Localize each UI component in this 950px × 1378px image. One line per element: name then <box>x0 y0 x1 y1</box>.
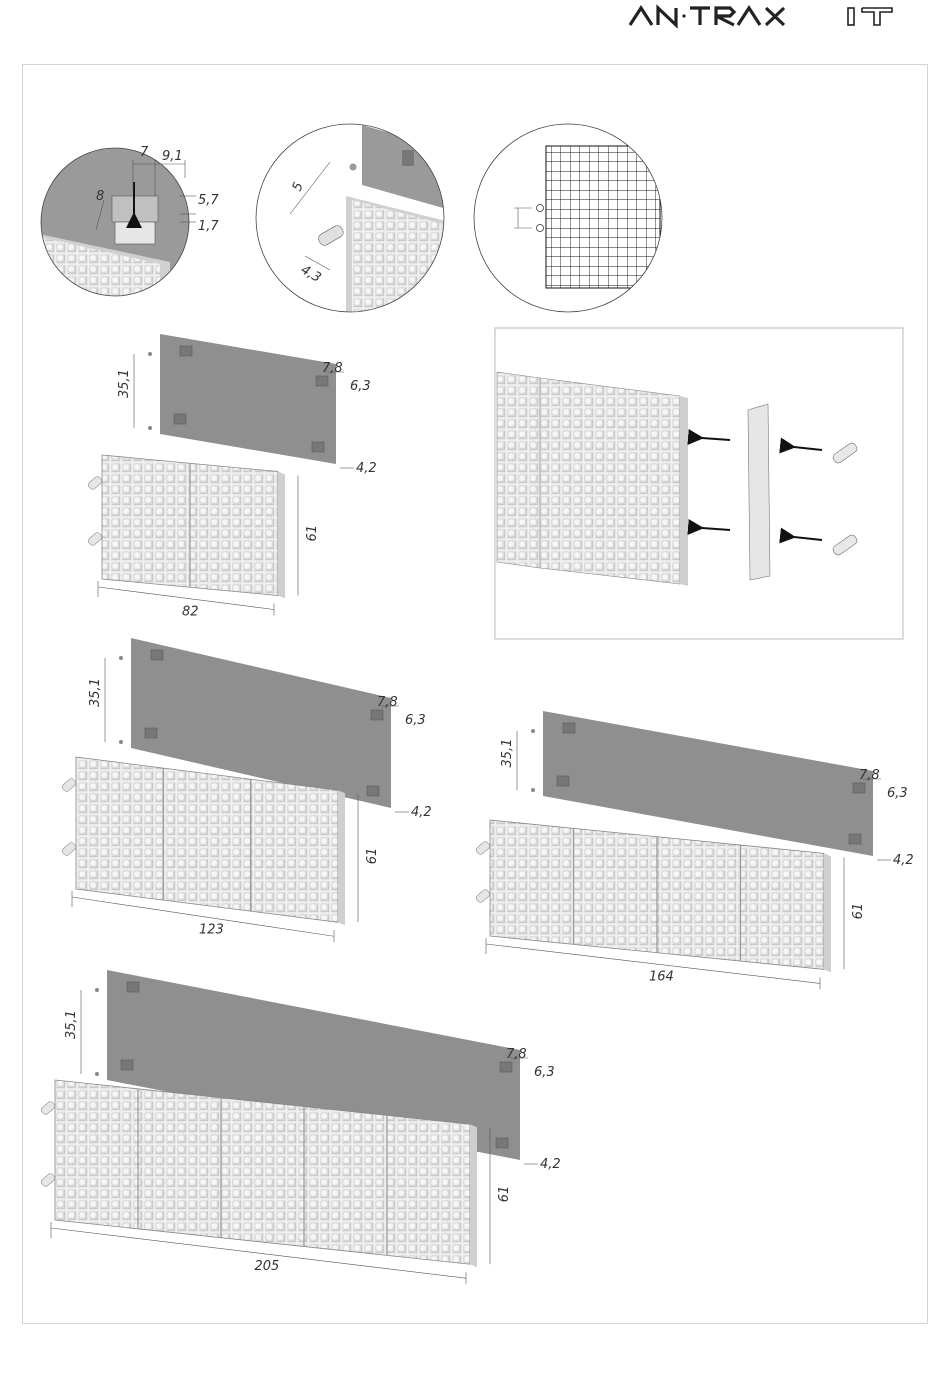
panel-width-label: 82 <box>182 604 199 620</box>
panel-width-label: 123 <box>199 922 224 938</box>
bottom-offset-label: 4,2 <box>540 1157 561 1172</box>
hole-dot <box>95 988 99 992</box>
bracket-height-b: 1,7 <box>198 219 219 234</box>
offset-x-label: 7,8 <box>859 768 880 783</box>
detail-grid <box>474 124 662 312</box>
mounting-pin <box>61 777 77 792</box>
panel-height-label: 61 <box>365 847 380 865</box>
offset-x-label: 7,8 <box>322 361 343 376</box>
offset-y-label: 6,3 <box>534 1065 555 1080</box>
offset-y-label: 6,3 <box>405 713 426 728</box>
mounting-bracket <box>127 982 139 992</box>
mounting-bracket <box>121 1060 133 1070</box>
unit-205 <box>40 970 561 1284</box>
mounting-bracket <box>145 728 157 738</box>
mounting-pin <box>40 1172 56 1187</box>
panel-edge <box>470 1124 477 1267</box>
detail-bracket <box>30 140 219 320</box>
mounting-pin <box>475 840 491 855</box>
hole-dot <box>119 740 123 744</box>
mounting-bracket <box>849 834 861 844</box>
hole-dot <box>119 656 123 660</box>
hole-dot <box>148 426 152 430</box>
brand-name: AN·TRAX IT <box>626 34 632 35</box>
mounting-bracket <box>496 1138 508 1148</box>
mounting-bracket <box>500 1062 512 1072</box>
bottom-offset-label: 4,2 <box>356 461 377 476</box>
bottom-offset-label: 4,2 <box>893 853 914 868</box>
bracket-depth: 8 <box>96 189 105 204</box>
detail-pin <box>256 124 450 330</box>
panel-edge <box>338 790 345 925</box>
mounting-pin <box>87 531 103 546</box>
mounting-bracket <box>316 376 328 386</box>
panel-edge <box>824 853 831 972</box>
bottom-offset-label: 4,2 <box>411 805 432 820</box>
hole-dot <box>531 788 535 792</box>
offset-x-label: 7,8 <box>377 695 398 710</box>
mounting-bracket <box>563 723 575 733</box>
offset-y-label: 6,3 <box>887 786 908 801</box>
mounting-bracket <box>174 414 186 424</box>
mounting-bracket <box>557 776 569 786</box>
hole-spacing-label: 35,1 <box>88 678 103 707</box>
panel-height-label: 61 <box>305 524 320 542</box>
unit-82 <box>87 334 377 619</box>
hole-spacing-label: 35,1 <box>500 738 515 768</box>
panel-width-label: 205 <box>254 1259 280 1275</box>
unit-123 <box>61 638 432 942</box>
hole-spacing-label: 35,1 <box>64 1010 79 1039</box>
pin-spacing: 5 <box>289 180 307 194</box>
offset-x-label: 7,8 <box>506 1047 527 1062</box>
panel-height-label: 61 <box>497 1185 512 1203</box>
mounting-bracket <box>371 710 383 720</box>
mounting-bracket <box>853 783 865 793</box>
mounting-bracket <box>180 346 192 356</box>
mounting-pin <box>61 841 77 856</box>
mounting-bracket <box>312 442 324 452</box>
bracket-width-a: 7 <box>140 145 149 160</box>
hole-dot <box>148 352 152 356</box>
mounting-bracket <box>151 650 163 660</box>
unit-164 <box>475 711 914 989</box>
bracket-height-a: 5,7 <box>198 193 219 208</box>
panel-edge <box>278 472 285 599</box>
bracket-width-b: 9,1 <box>162 149 183 164</box>
hole-dot <box>95 1072 99 1076</box>
mounting-pin <box>87 475 103 490</box>
pin-hole-dot <box>350 164 357 171</box>
mounting-pin <box>40 1100 56 1115</box>
panel-height-label: 61 <box>851 902 866 920</box>
hole-dot <box>531 729 535 733</box>
mounting-pin <box>475 888 491 903</box>
offset-y-label: 6,3 <box>350 379 371 394</box>
panel-width-label: 164 <box>649 969 674 985</box>
assembly-detail-box <box>495 328 903 639</box>
hole-spacing-label: 35,1 <box>117 369 132 398</box>
pin-diameter: 4,3 <box>298 262 324 286</box>
mounting-bracket <box>367 786 379 796</box>
